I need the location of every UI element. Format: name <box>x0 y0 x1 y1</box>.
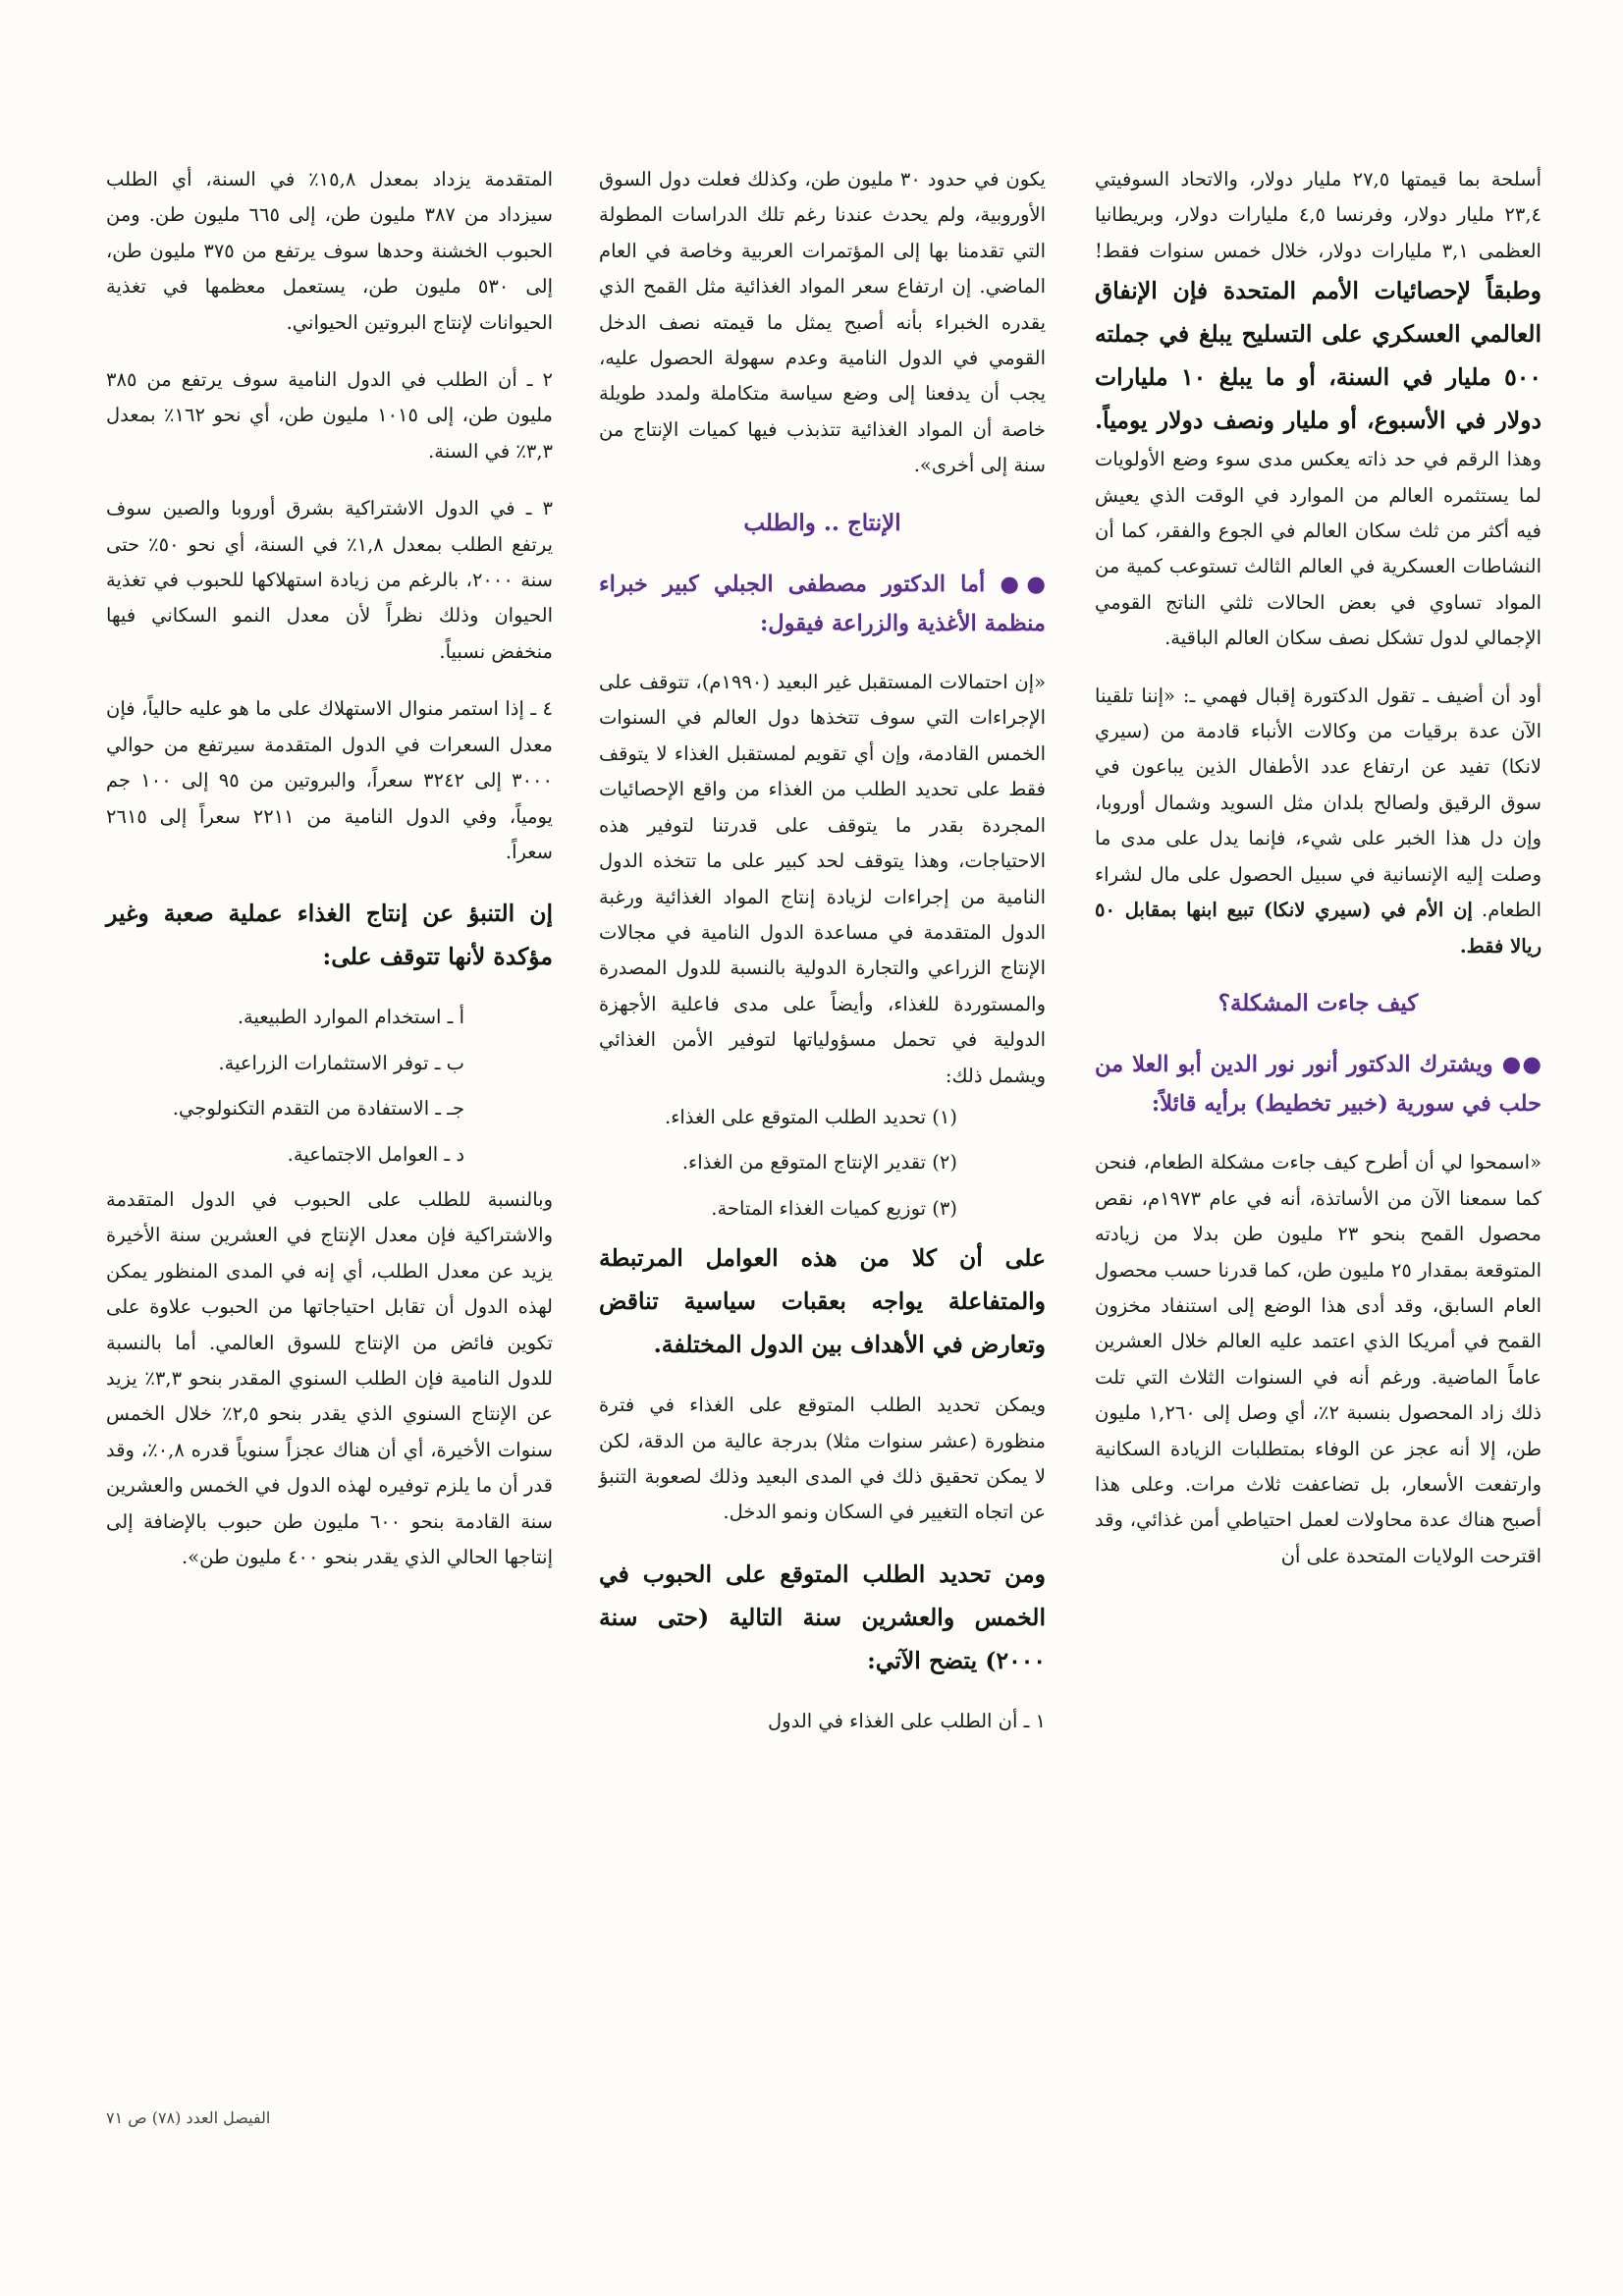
highlight-statement: وطبقاً لإحصائيات الأمم المتحدة فإن الإنفاق العالمي العسكري على التسليح يبلغ في جملته ٥٠٠ مليار في السنة، أو ما يبلغ ١٠ مليارات دولار في الأسبوع، أو مليار ونصف دولار يومياً. <box>1095 277 1542 435</box>
paragraph: وهذا الرقم في حد ذاته يعكس مدى سوء وضع الأولويات لما يستثمره العالم من الموارد في الوقت الذي يعيش فيه أكثر من ثلث سكان العالم في الجوع والفقر، كما أن النشاطات العسكرية في العالم الثالث تستوعب كمية من المواد تساوي في بعض الحالات ثلثي الناتج القومي الإجمالي لدول تشكل نصف سكان العالم الباقية. <box>1095 448 1542 650</box>
paragraph: أود أن أضيف ـ تقول الدكتورة إقبال فهمي ـ: «إننا تلقينا الآن عدة برقيات من وكالات الأنباء قادمة من (سيري لانكا) تفيد عن ارتفاع عدد الأطفال الذين يباعون في سوق الرقيق ولصالح بلدان مثل السويد وشمال أوروبا، وإن دل هذا الخبر على شيء، فإنما يدل على مدى ما وصلت إليه الإنسانية في سبيل الحصول على مال لشراء الطعام. <box>1095 683 1542 922</box>
lettered-list <box>106 1000 553 1173</box>
paragraph: ٢ ـ أن الطلب في الدول النامية سوف يرتفع من ٣٨٥ مليون طن، إلى ١٠١٥ مليون طن، أي نحو ١٦٢٪ بمعدل ٣,٣٪ في السنة. <box>106 368 553 463</box>
paragraph: ٣ ـ في الدول الاشتراكية بشرق أوروبا والصين سوف يرتفع الطلب بمعدل ١,٨٪ في السنة، أي نحو ٥٠٪ حتى سنة ٢٠٠٠، بالرغم من زيادة استهلاكها للحبوب في تغذية الحيوان وذلك نظراً لأن معدل النمو السكاني فيها منخفض نسبياً. <box>106 497 553 663</box>
paragraph: «إن احتمالات المستقبل غير البعيد (١٩٩٠م)، تتوقف على الإجراءات التي سوف تتخذها دول العالم في السنوات الخمس القادمة، وإن أي تقويم لمستقبل الغذاء لا يتوقف فقط على تحديد الطلب من الغذاء من واقع الإحصائيات المجردة بقدر ما يتوقف على قدرتنا لتوفير هذه الاحتياجات، وهذا يتوقف لحد كبير على ما تتخذه الدول النامية من إجراءات لزيادة إنتاج المواد الغذائية ورغبة الدول المتقدمة في مساعدة الدول النامية في مجالات الإنتاج الزراعي والتجارة الدولية بالنسبة للدول المصدرة والمستوردة للغذاء، وأيضاً على مدى فاعلية الأجهزة الدولية في تحمل مسؤولياتها لتوفير الأمن الغذائي ويشمل ذلك: <box>599 671 1047 1087</box>
highlight-statement: على أن كلا من هذه العوامل المرتبطة والمتفاعلة يواجه بعقبات سياسية تناقض وتعارض في الأهداف بين الدول المختلفة. <box>599 1244 1046 1359</box>
list-item: د ـ العوامل الاجتماعية. <box>287 1142 464 1166</box>
highlight-statement: إن الأم في (سيري لانكا) تبيع ابنها بمقابل ٥٠ ريالا فقط. <box>1095 899 1542 957</box>
highlight-statement: إن التنبؤ عن إنتاج الغذاء عملية صعبة وغير مؤكدة لأنها تتوقف على: <box>106 900 553 971</box>
numbered-list <box>599 1100 1046 1227</box>
highlight-statement: ومن تحديد الطلب المتوقع على الحبوب في الخمس والعشرين سنة التالية (حتى سنة ٢٠٠٠) يتضح الآتي: <box>599 1559 1046 1674</box>
list-item: (٣) توزيع كميات الغذاء المتاحة. <box>711 1196 957 1220</box>
paragraph: ٤ ـ إذا استمر منوال الاستهلاك على ما هو عليه حالياً، فإن معدل السعرات في الدول المتقدمة سيرتفع من حوالي ٣٠٠٠ إلى ٣٢٤٢ سعراً، والبروتين من ٩٥ إلى ١٠٠ جم يومياً، وفي الدول النامية من ٢٢١١ سعراً إلى ٢٦١٥ سعراً. <box>106 697 554 863</box>
speaker-intro: ●● أما الدكتور مصطفى الجبلي كبير خبراء منظمة الأغذية والزراعة فيقول: <box>599 572 1046 637</box>
paragraph: ويمكن تحديد الطلب المتوقع على الغذاء في فترة منظورة (عشر سنوات مثلا) بدرجة عالية من الدقة، لكن لا يمكن تحقيق ذلك في المدى البعيد وذلك لصعوبة التنبؤ عن اتجاه التغيير في السكان ونمو الدخل. <box>599 1394 1046 1524</box>
section-heading: الإنتاج .. والطلب <box>743 509 901 536</box>
paragraph: «اسمحوا لي أن أطرح كيف جاءت مشكلة الطعام، فنحن كما سمعنا الآن من الأساتذة، أنه في عام ١٩٧٣م، نقص محصول القمح بنحو ٢٣ مليون طن بدلا من زيادته المتوقعة بمقدار ٢٥ مليون طن، كما قدرنا حسب محصول العام السابق، وقد أدى هذا الوضع إلى استنفاد مخزون القمح في أمريكا الذي اعتمد عليه العالم خلال العشرين عاماً الماضية. ورغم أنه في السنوات الثلاث التي تلت ذلك زاد المحصول بنسبة ٢٪، أي وصل إلى ١,٢٦٠ مليون طن، إلا أنه عجز عن الوفاء بمتطلبات الزيادة السكانية وارتفعت الأسعار، بل تضاعفت ثلاث مرات. وعلى هذا أصبح هناك عدة محاولات لعمل احتياطي أمن غذائي، وقد اقترحت الولايات المتحدة على أن <box>1095 1151 1542 1567</box>
speaker-intro: ●● ويشترك الدكتور أنور نور الدين أبو العلا من حلب في سورية (خبير تخطيط) برأيه قائلاً: <box>1095 1052 1542 1118</box>
column-right <box>1095 162 1542 1596</box>
section-heading: كيف جاءت المشكلة؟ <box>1217 989 1419 1016</box>
paragraph: أسلحة بما قيمتها ٢٧,٥ مليار دولار، والاتحاد السوفيتي ٢٣,٤ مليار دولار، وفرنسا ٤,٥ مليارات دولار، وبريطانيا العظمى ٣,١ مليارات دولار، خلال خمس سنوات فقط! <box>1095 168 1542 262</box>
list-item: ب ـ توفر الاستثمارات الزراعية. <box>218 1051 464 1074</box>
list-item: أ ـ استخدام الموارد الطبيعية. <box>237 1006 464 1029</box>
paragraph: المتقدمة يزداد بمعدل ١٥,٨٪ في السنة، أي الطلب سيزداد من ٣٨٧ مليون طن، إلى ٦٦٥ مليون طن. ومن الحبوب الخشنة وحدها سوف يرتفع من ٣٧٥ مليون طن، إلى ٥٣٠ مليون طن، يستعمل معظمها في تغذية الحيوانات لإنتاج البروتين الحيواني. <box>106 168 553 334</box>
list-item: (١) تحديد الطلب المتوقع على الغذاء. <box>665 1105 957 1128</box>
paragraph: ١ ـ أن الطلب على الغذاء في الدول <box>768 1709 1046 1732</box>
list-item: (٢) تقدير الإنتاج المتوقع من الغذاء. <box>681 1151 957 1175</box>
column-middle <box>599 162 1046 1761</box>
page-footer: الفيصل العدد (٧٨) ص ٧١ <box>106 2108 271 2127</box>
paragraph: وبالنسبة للطلب على الحبوب في الدول المتقدمة والاشتراكية فإن معدل الإنتاج في العشرين سنة الأخيرة يزيد عن معدل الطلب، أي إنه في المدى المنظور يمكن لهذه الدول أن تقابل احتياجاتها من الحبوب علاوة على تكوين فائض من الإنتاج للسوق العالمي. أما بالنسبة للدول النامية فإن الطلب السنوي المقدر بنحو ٣,٣٪ يزيد عن الإنتاج السنوي الذي يقدر بنحو ٢,٥٪ خلال الخمس سنوات الأخيرة، أي أن هناك عجزاً سنوياً قدره ٠,٨٪، وقد قدر أن ما يلزم توفيره لهذه الدول في الخمس والعشرين سنة القادمة بنحو ٦٠٠ مليون طن حبوب بالإضافة إلى إنتاجها الحالي الذي يقدر بنحو ٤٠٠ مليون طن». <box>106 1187 553 1568</box>
list-item: جـ ـ الاستفادة من التقدم التكنولوجي. <box>172 1097 464 1121</box>
paragraph: يكون في حدود ٣٠ مليون طن، وكذلك فعلت دول السوق الأوروبية، ولم يحدث عندنا رغم تلك الدراسات المطولة التي تقدمنا بها إلى المؤتمرات العربية وخاصة في العام الماضي. إن ارتفاع سعر المواد الغذائية مثل القمح الذي يقدره الخبراء بأنه أصبح يمثل ما قيمته نصف الدخل القومي في الدول النامية وعدم سهولة الحصول عليه، يجب أن يدفعنا إلى وضع سياسة متكاملة ولمدد طويلة خاصة أن المواد الغذائية تتذبذب فيها كميات الإنتاج من سنة إلى أخرى». <box>599 168 1046 477</box>
column-left <box>106 162 553 1597</box>
